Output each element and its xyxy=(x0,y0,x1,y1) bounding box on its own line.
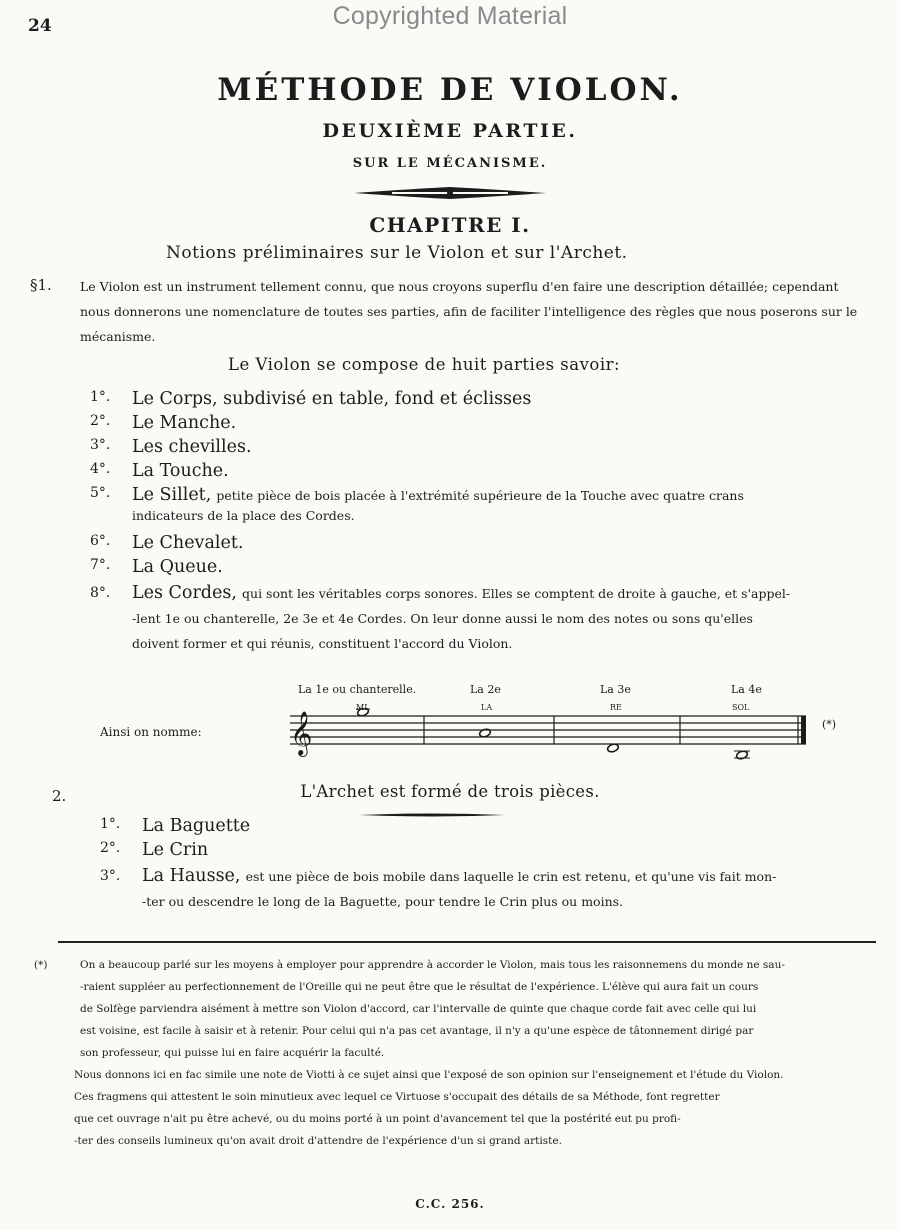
staff-label: Ainsi on nomme: xyxy=(100,725,202,739)
list-item: 8°. Les Cordes, qui sont les véritables corps sonores. Elles se comptent de droite à gauche, et s'appel- -lent 1e ou chanterelle, 2e 3e et 4e Cordes. On leur donne aussi le nom des notes ou sons qu'elles doivent former et qui réunis, constituent l'accord du Violon. xyxy=(90,583,791,651)
footnote-line: Nous donnons ici en fac simile une note de Viotti à ce sujet ainsi que l'exposé de son opinion sur l'enseignement et l'étude du Violon. xyxy=(74,1069,784,1081)
music-staff xyxy=(286,708,812,768)
section-1-number: §1. xyxy=(30,276,52,294)
staff-note-marker: (*) xyxy=(822,718,837,731)
string-label-3: La 3e xyxy=(600,683,631,696)
list-item: 2°. Le Manche. xyxy=(90,413,237,433)
footnote-line: son professeur, qui puisse lui en faire acquérir la faculté. xyxy=(80,1047,385,1059)
list-item: 5°. Le Sillet, petite pièce de bois placée à l'extrémité supérieure de la Touche avec quatre crans indicateurs de la place des Cordes. xyxy=(90,485,744,523)
footnote-line: -ter des conseils lumineux qu'on avait droit d'attendre de l'expérience d'un si grand artiste. xyxy=(74,1135,562,1147)
subtitle: DEUXIÈME PARTIE. xyxy=(322,120,578,142)
page-title: MÉTHODE DE VIOLON. xyxy=(217,72,683,108)
footnote-line: -raient suppléer au perfectionnement de l'Oreille qui ne peut être que le résultat de l'expérience. L'élève qui aura fait un cours xyxy=(80,981,759,993)
section-2-number: 2. xyxy=(52,787,67,805)
catalog-number: C.C. 256. xyxy=(415,1197,485,1211)
note-name-re: RE xyxy=(610,703,622,712)
footnote-paragraph-1 xyxy=(34,954,874,1064)
composes-heading: Le Violon se compose de huit parties savoir: xyxy=(228,355,621,374)
list-item: 4°. La Touche. xyxy=(90,461,229,481)
watermark: Copyrighted Material xyxy=(332,2,568,30)
note-name-la: LA xyxy=(481,703,493,712)
footnote-rule xyxy=(58,941,876,943)
footnote-line: de Solfège parviendra aisément à mettre son Violon d'accord, car l'intervalle de quinte que chaque corde fait avec celle qui lui xyxy=(80,1003,757,1015)
list-item: 6°. Le Chevalet. xyxy=(90,533,244,553)
footnote-line: est voisine, est facile à saisir et à retenir. Pour celui qui n'a pas cet avantage, il n'y a qu'une espèce de tâtonnement dirigé par xyxy=(80,1025,754,1037)
treble-clef-icon: 𝄞 xyxy=(290,711,313,755)
footnote-line: Ces fragmens qui attestent le soin minutieux avec lequel ce Virtuose s'occupait des détails de sa Méthode, font regretter xyxy=(74,1091,720,1103)
list-item: 3°. Les chevilles. xyxy=(90,437,252,457)
string-label-1: La 1e ou chanterelle. xyxy=(298,683,417,696)
section-1-paragraph: Le Violon est un instrument tellement connu, que nous croyons superflu d'en faire une description détaillée; cependant nous donnerons une nomenclature de toutes ses parties, afin de faciliter l'intelligence des règles que nous poserons sur le mécanisme. xyxy=(80,279,858,344)
list-item: 1°. Le Corps, subdivisé en table, fond et éclisses xyxy=(90,389,532,409)
bow-parts-list xyxy=(100,816,880,914)
note-name-mi: MI xyxy=(356,703,368,712)
section-2-heading: L'Archet est formé de trois pièces. xyxy=(300,782,600,801)
string-label-4: La 4e xyxy=(731,683,762,696)
footnote-line: On a beaucoup parlé sur les moyens à employer pour apprendre à accorder le Violon, mais tous les raisonnemens du monde ne sau- xyxy=(80,959,785,971)
note-name-sol: SOL xyxy=(732,703,750,712)
list-item: 1°. La Baguette xyxy=(100,816,251,836)
page-number: 24 xyxy=(28,16,52,36)
chapter-heading: Notions préliminaires sur le Violon et sur l'Archet. xyxy=(166,243,628,263)
chapter-title: CHAPITRE I. xyxy=(369,213,531,237)
string-label-2: La 2e xyxy=(470,683,501,696)
footnote-marker: (*) xyxy=(34,959,48,971)
footnote xyxy=(34,954,874,1152)
footnote-paragraph-2 xyxy=(34,1064,874,1152)
list-item: 2°. Le Crin xyxy=(100,840,209,860)
footnote-line: que cet ouvrage n'ait pu être achevé, ou du moins porté à un point d'avancement tel que la postérité eut pu profi- xyxy=(74,1113,681,1125)
list-item: 7°. La Queue. xyxy=(90,557,223,577)
violin-parts-list xyxy=(90,389,880,656)
ornament-divider xyxy=(352,186,548,200)
list-item: 3°. La Hausse, est une pièce de bois mobile dans laquelle le crin est retenu, et qu'une vis fait mon- -ter ou descendre le long de la Baguette, pour tendre le Crin plus ou moins. xyxy=(100,866,777,909)
sub-subtitle: SUR LE MÉCANISME. xyxy=(352,156,548,171)
